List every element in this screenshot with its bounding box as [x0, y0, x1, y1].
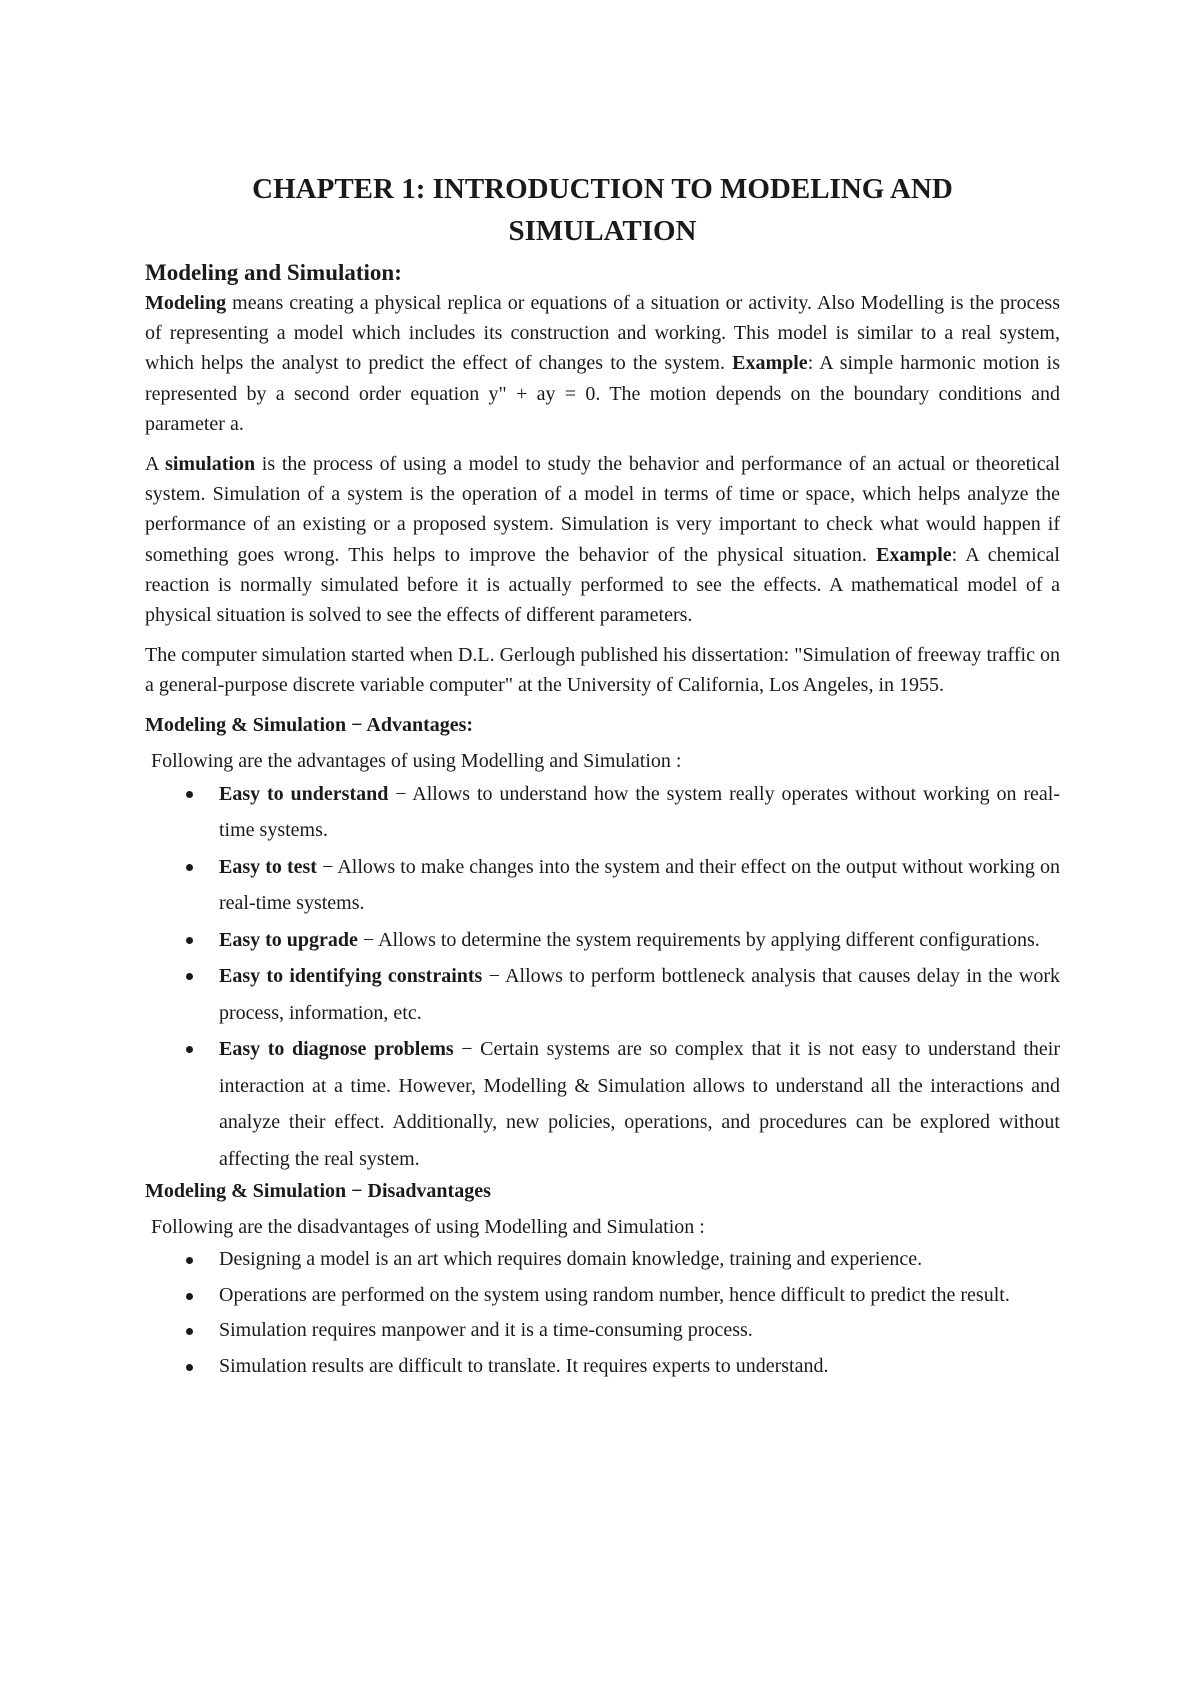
- disadvantages-intro: Following are the disadvantages of using Modelling and Simulation :: [151, 1216, 705, 1239]
- term-example: Example: [876, 543, 952, 566]
- term-example: Example: [732, 352, 808, 375]
- disadvantages-heading: Modeling & Simulation − Disadvantages: [145, 1180, 491, 1203]
- bullet-icon: [186, 1328, 193, 1335]
- chapter-title-line1: CHAPTER 1: INTRODUCTION TO MODELING AND: [252, 173, 953, 205]
- list-item: Operations are performed on the system using random number, hence difficult to predict the result.: [219, 1278, 1060, 1314]
- term-simulation: simulation: [165, 453, 256, 476]
- list-item: Designing a model is an art which requires domain knowledge, training and experience.: [219, 1242, 1060, 1278]
- bullet-icon: [186, 937, 193, 944]
- chapter-title: [145, 168, 1060, 252]
- disadvantages-list: [145, 1242, 1060, 1384]
- paragraph-history: The computer simulation started when D.L. Gerlough published his dissertation: "Simulation of freeway traffic on a general-purpose discrete variable computer" at the University of California, Los Angeles, in 1955.: [145, 644, 1060, 697]
- list-item: Easy to diagnose problems − Certain systems are so complex that it is not easy to understand their interaction at a time. However, Modelling & Simulation allows to understand all the interactions and analyze their effect. Additionally, new policies, operations, and procedures can be explored without affecting the real system.: [219, 1031, 1060, 1177]
- chapter-title-line2: SIMULATION: [508, 215, 697, 247]
- advantages-list: [145, 776, 1060, 1178]
- bullet-icon: [186, 1293, 193, 1300]
- list-item: Easy to identifying constraints − Allows to perform bottleneck analysis that causes delay in the work process, information, etc.: [219, 958, 1060, 1031]
- list-item: Easy to upgrade − Allows to determine the system requirements by applying different configurations.: [219, 922, 1060, 959]
- term-modeling: Modeling: [145, 292, 227, 314]
- bullet-icon: [186, 791, 193, 798]
- list-item: Easy to test − Allows to make changes into the system and their effect on the output without working on real-time systems.: [219, 849, 1060, 922]
- section-heading-modeling-simulation: Modeling and Simulation:: [145, 260, 402, 285]
- list-item: Easy to understand − Allows to understand how the system really operates without working on real-time systems.: [219, 776, 1060, 849]
- advantages-heading: Modeling & Simulation − Advantages:: [145, 713, 474, 736]
- bullet-icon: [186, 1364, 193, 1371]
- bullet-icon: [186, 864, 193, 871]
- bullet-icon: [186, 1257, 193, 1264]
- paragraph-modeling-definition: Modeling means creating a physical replica or equations of a situation or activity. Also Modelling is the process of representing a model which includes its construction and working. This model is similar to a real system, which helps the analyst to predict the effect of changes to the system. Example: A simple harmonic motion is represented by a second order equation y" + ay = 0. The motion depends on the boundary conditions and parameter a.: [145, 292, 1060, 435]
- list-item: Simulation requires manpower and it is a time-consuming process.: [219, 1313, 1060, 1349]
- bullet-icon: [186, 1046, 193, 1053]
- list-item: Simulation results are difficult to translate. It requires experts to understand.: [219, 1349, 1060, 1385]
- bullet-icon: [186, 973, 193, 980]
- advantages-intro: Following are the advantages of using Modelling and Simulation :: [151, 749, 682, 772]
- paragraph-simulation-definition: A simulation is the process of using a model to study the behavior and performance of an actual or theoretical system. Simulation of a system is the operation of a model in terms of time or space, which helps analyze the performance of an existing or a proposed system. Simulation is very important to check what would happen if something goes wrong. This helps to improve the behavior of the physical situation. Example: A chemical reaction is normally simulated before it is actually performed to see the effects. A mathematical model of a physical situation is solved to see the effects of different parameters.: [145, 453, 1061, 627]
- document-page: [145, 168, 1060, 1384]
